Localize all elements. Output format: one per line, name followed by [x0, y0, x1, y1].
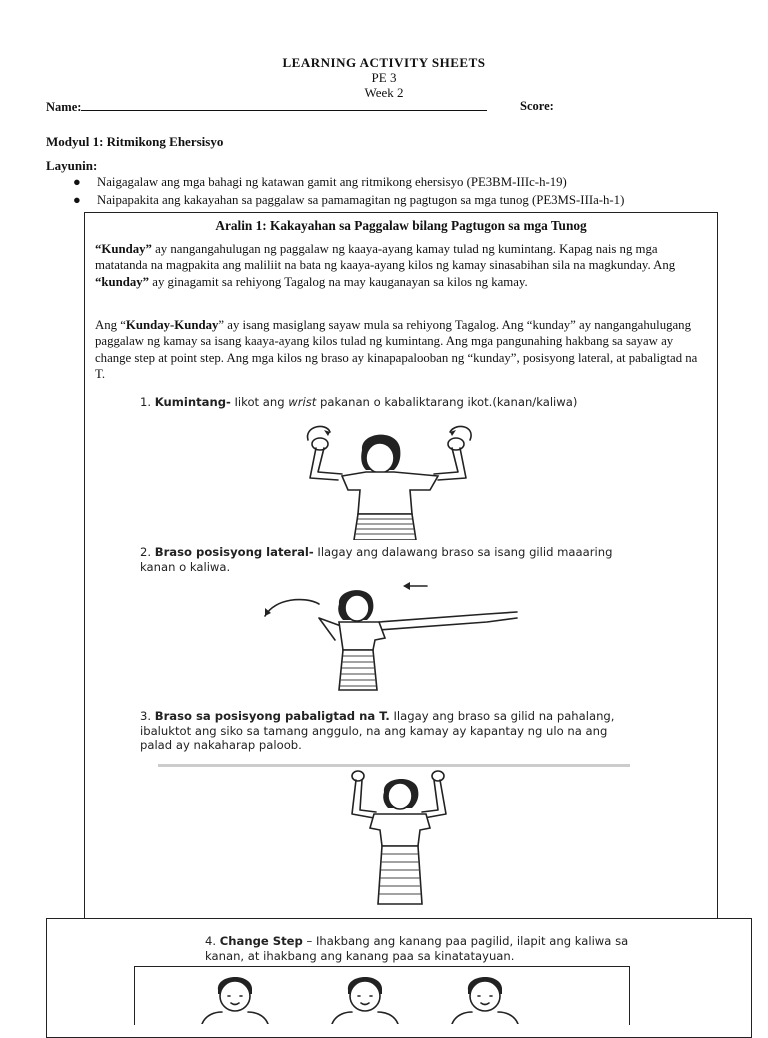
skirt-icon [378, 846, 422, 904]
bullet-icon: ● [73, 193, 81, 207]
face-icon [220, 981, 250, 1011]
week-label: Week 2 [364, 85, 404, 100]
step-term: Kumintang- [154, 395, 231, 409]
divider [158, 764, 630, 767]
score-label: Score: [520, 99, 554, 113]
left-arm-icon [310, 448, 338, 480]
step-term: Braso sa posisyong pabaligtad na T. [154, 709, 390, 723]
blouse-icon [370, 814, 430, 846]
child-figure [202, 977, 268, 1024]
arm-outline-icon [434, 448, 458, 474]
skirt-icon [354, 514, 416, 540]
arm-outline-icon [318, 448, 342, 474]
left-arm-icon [352, 780, 374, 818]
change-step-illustration [140, 970, 620, 1024]
face-icon [388, 783, 412, 809]
step-term: Change Step [219, 934, 303, 948]
step-text: Iikot ang [230, 395, 289, 409]
face-icon [470, 981, 500, 1011]
score-field[interactable] [520, 99, 554, 114]
objectives-label: Layunin: [46, 158, 98, 173]
face-icon [366, 443, 394, 473]
name-field[interactable] [46, 99, 487, 115]
step-italic: wrist [288, 395, 317, 409]
arrowhead-icon [403, 582, 410, 590]
step-term: Braso posisyong lateral- [154, 545, 314, 559]
step-number: 2. [140, 545, 152, 559]
objective-text: Naipapakita ang kakayahan sa paggalaw sa pamamagitan ng pagtugon sa mga tunog (PE3MS-IIIa-h-1) [97, 193, 625, 207]
bullet-icon: ● [73, 175, 81, 189]
step-number: 3. [140, 709, 152, 723]
subject-label: PE 3 [371, 70, 397, 85]
step-2-text [140, 545, 636, 574]
curve-arrow-icon [265, 600, 319, 616]
face-icon [345, 595, 369, 621]
child-figure [452, 977, 518, 1024]
left-arm-icon [319, 618, 341, 640]
step-text: Ilagay ang braso sa gilid na pahalang, ibaluktot ang siko sa tamang anggulo, na ang kamay ay kapantay ng ulo na ang palad ay nakaharap paloob. [140, 709, 615, 752]
shoulders-icon [202, 1012, 268, 1024]
kunday-paragraph [95, 241, 707, 290]
kumintang-illustration [290, 418, 490, 540]
sheet-title: LEARNING ACTIVITY SHEETS [282, 55, 486, 70]
name-label: Name: [46, 100, 82, 114]
paragraph-text: Ang “ [95, 318, 126, 332]
child-figure [332, 977, 398, 1024]
hand-icon [448, 438, 464, 450]
arm-outline-icon [360, 780, 376, 812]
blouse-icon [339, 622, 385, 650]
paragraph-text: ay nangangahulugan ng paggalaw ng kaaya-ayang kamay tulad ng kumintang. Kapag nais ng mga matatanda na magpakita ang maliliit na bata ng kaaya-ayang kilos ng kamay sinasabihan sila na magkunday. Ang [95, 242, 676, 273]
paragraph-text: ay ginagamit sa rehiyong Tagalog na may kauganayan sa kilos ng kamay. [149, 274, 528, 289]
face-icon [350, 981, 380, 1011]
objective-text: Naigagalaw ang mga bahagi ng katawan gamit ang ritmikong ehersisyo (PE3BM-IIIc-h-19) [97, 175, 567, 189]
step-1-text [140, 395, 636, 410]
name-blank-line[interactable] [81, 99, 487, 111]
shoulders-icon [332, 1012, 398, 1024]
lesson-title: Aralin 1: Kakayahan sa Paggalaw bilang Pagtugon sa mga Tunog [215, 218, 587, 233]
step-text: – Ihakbang ang kanang paa pagilid, ilapit ang kaliwa sa kanan, at ihakbang ang kanang paa sa kinatatayuan. [205, 934, 629, 963]
hand-icon [312, 438, 328, 450]
shoulders-icon [452, 1012, 518, 1024]
right-arm-icon [438, 448, 466, 480]
inverted-t-illustration [340, 770, 460, 910]
step-4-text [205, 934, 645, 963]
kunday-kunday-term: Kunday-Kunday [125, 318, 219, 332]
kunday-term: “kunday” [95, 274, 150, 289]
arm-outline-icon [422, 780, 438, 812]
step-number: 4. [205, 934, 217, 948]
step-number: 1. [140, 395, 152, 409]
paragraph-text: ” ay isang masiglang sayaw mula sa rehiyong Tagalog. Ang “kunday” ay nangangahulugang paggalaw ng kamay sa isang kaaya-ayang kilos tulad ng kumintang. Ang mga pangunahing hakbang sa sayaw ay change step at point step. Ang mga kilos ng braso ay kinapapalooban ng “kunday”, posisyong lateral, at pabaligtad na T. [95, 318, 698, 381]
step-text: pakanan o kabaliktarang ikot.(kanan/kaliwa) [316, 395, 578, 409]
step-3-text [140, 709, 636, 753]
step-text: Ilagay ang dalawang braso sa isang gilid maaaring kanan o kaliwa. [140, 545, 613, 574]
blouse-icon [342, 472, 438, 514]
kunday-term: “Kunday” [95, 242, 152, 256]
kunday-kunday-paragraph [95, 317, 707, 382]
module-title: Modyul 1: Ritmikong Ehersisyo [46, 134, 224, 149]
lateral-illustration [255, 578, 525, 694]
